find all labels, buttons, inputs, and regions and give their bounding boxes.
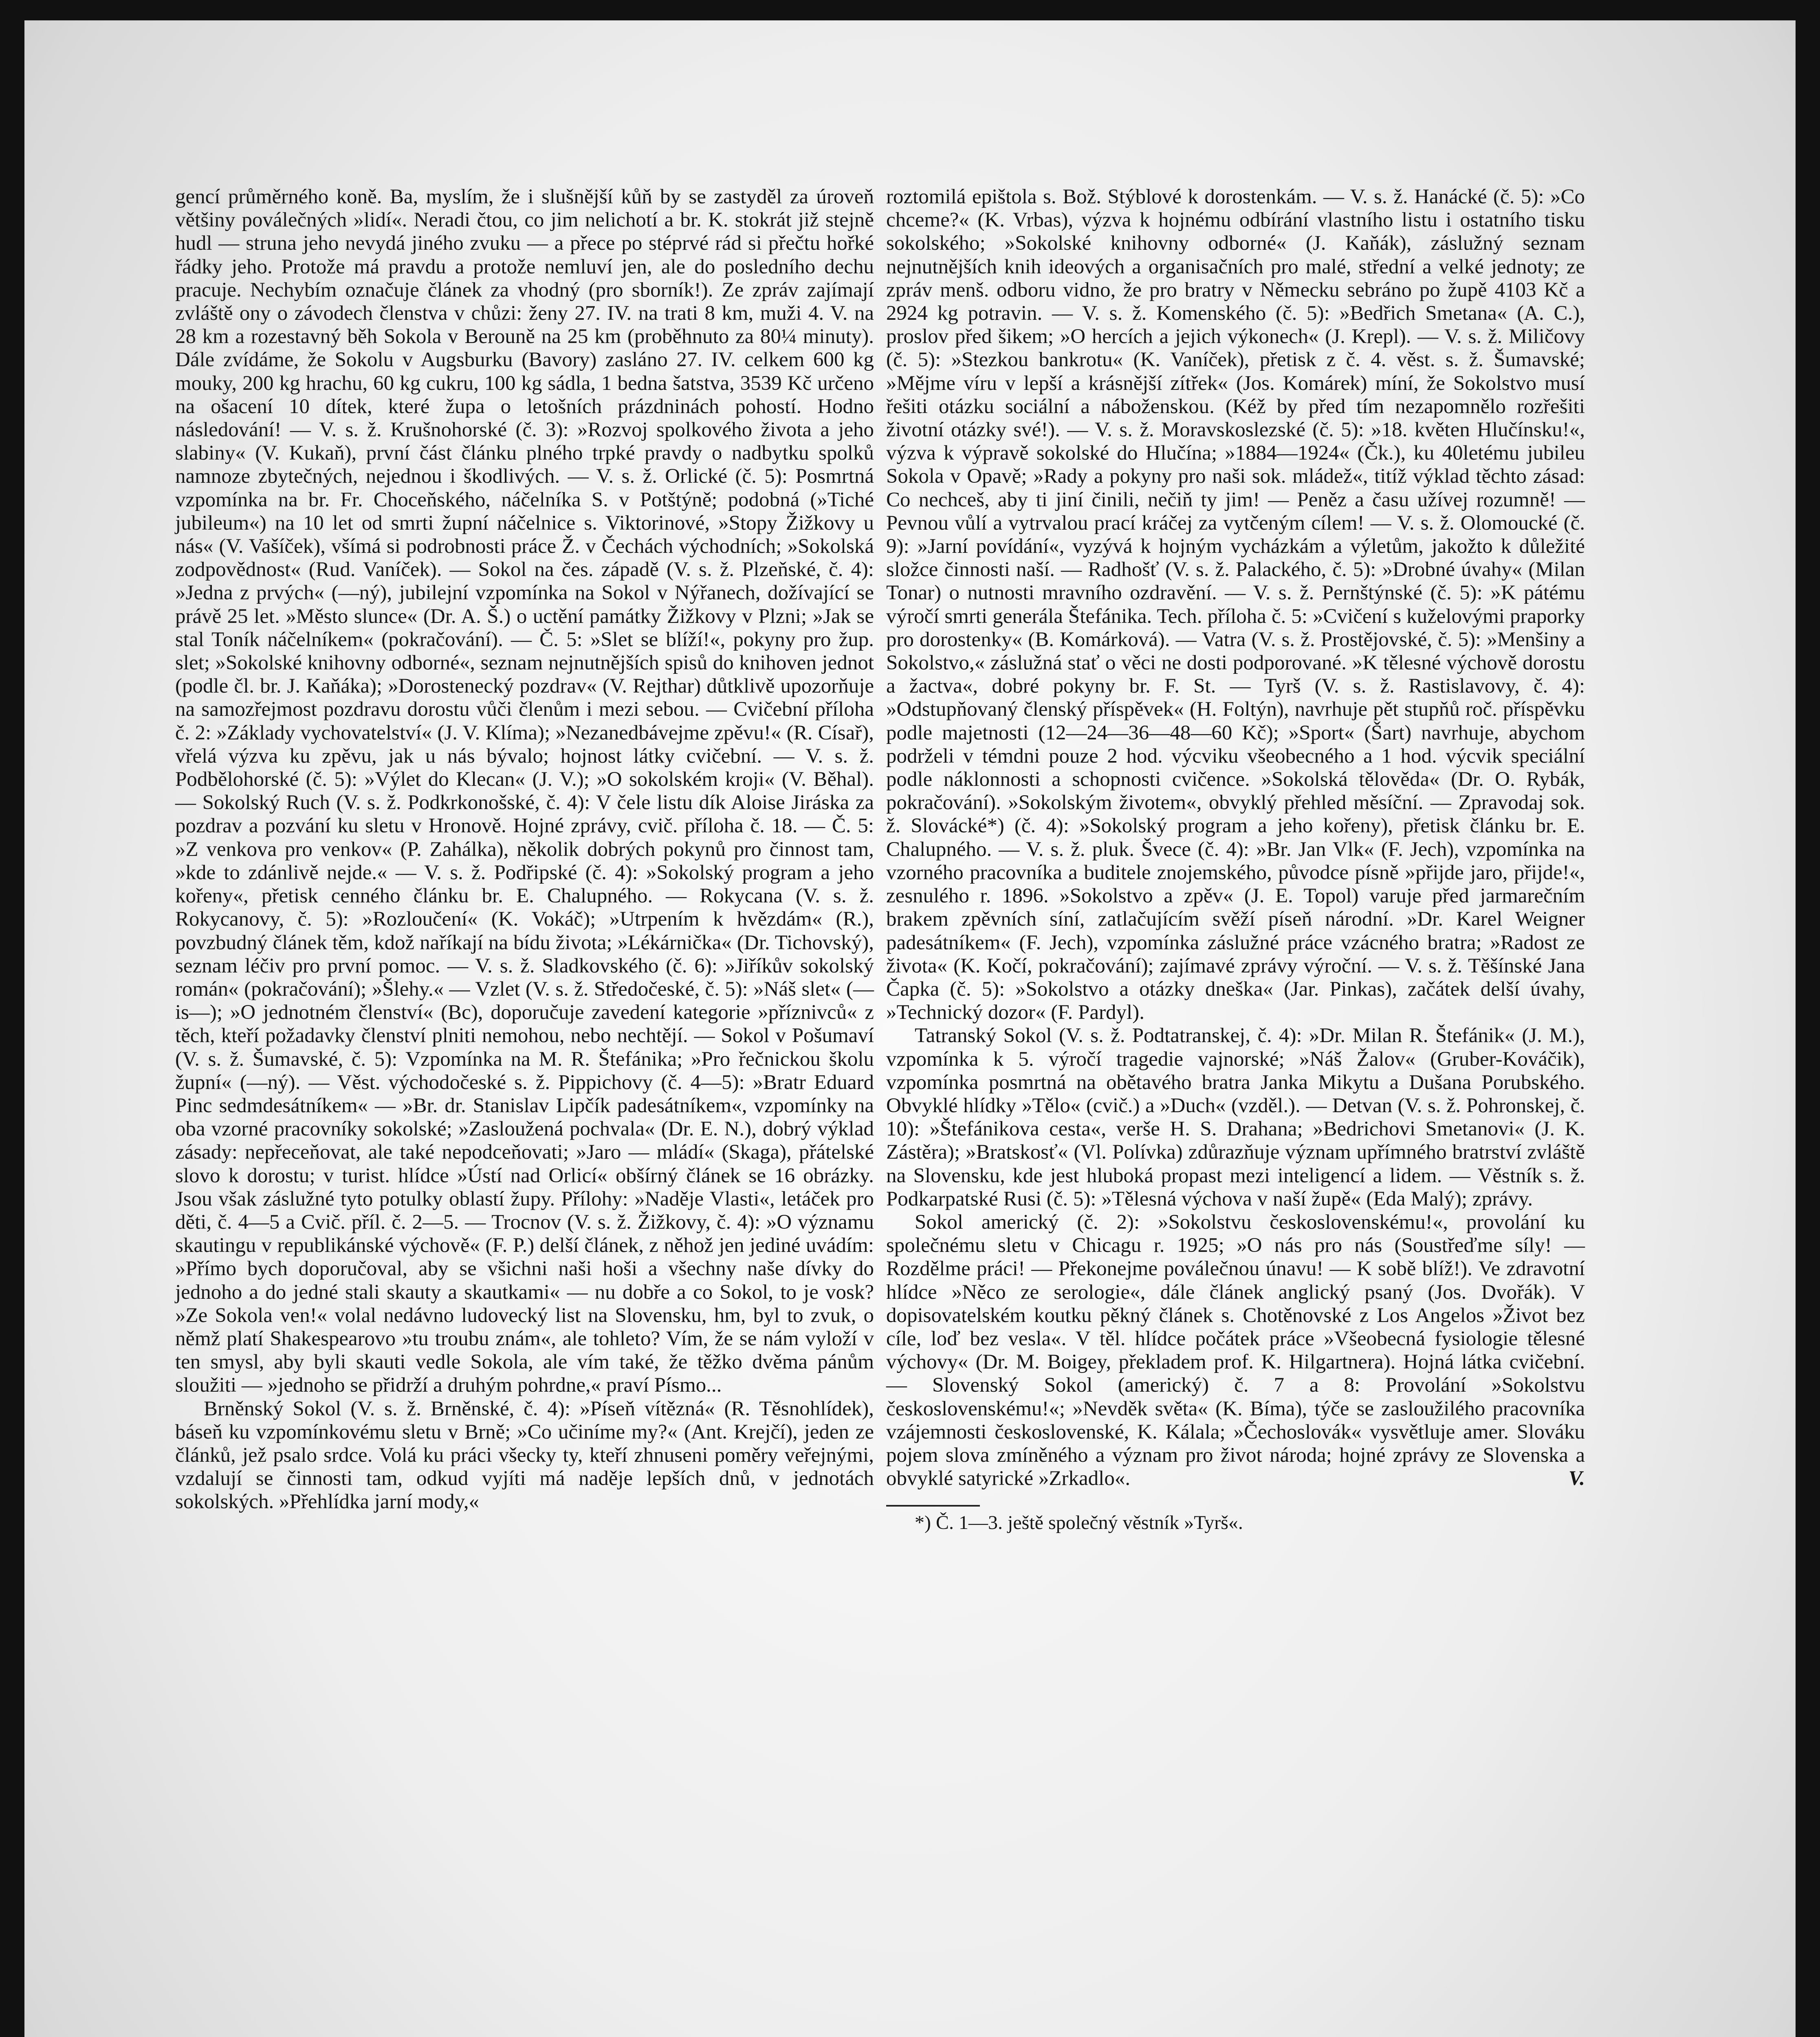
right-paragraph-2: Tatranský Sokol (V. s. ž. Podtatranskej, č. 4): »Dr. Milan R. Štefánik« (J. M.), vzpomínka k 5. výročí tragedie vajnorské; »Náš Žalov« (Gruber-Kováčik), vzpomínka posmrtná na obětavého bratra Janka Mikytu a Dušana Porubského. Obvyklé hlídky »Tělo« (cvič.) a »Duch« (vzděl.). — Detvan (V. s. ž. Pohronskej, č. 10): »Štefánikova cesta«, verše H. S. Drahana; »Bedrichovi Smetanovi« (J. K. Zástěra); »Bratskosť« (Vl. Polívka) zdůrazňuje význam upřímného bratrství zvláště na Slovensku, kde jest hluboká propast mezi inteligencí a lidem. — Věstník s. ž. Podkarpatské Rusi (č. 5): »Tělesná výchova v naší župě« (Eda Malý); zprávy. — [886, 1024, 1585, 1210]
scan-border-left — [0, 0, 24, 2037]
left-column — [175, 185, 874, 1514]
right-paragraph-3-text: Sokol americký (č. 2): »Sokolstvu československému!«, provolání ku společnému sletu v Chicagu r. 1925; »O nás pro nás (Soustřeďme síly! — Rozdělme práci! — Překonejme poválečnou únavu! — K sobě blíž!). Ve zdravotní hlídce »Něco ze serologie«, dále článek anglický psaný (Jos. Dvořák). V dopisovatelském koutku pěkný článek s. Chotěnovské z Los Angelos »Život bez cíle, loď bez vesla«. V těl. hlídce počátek práce »Všeobecná fysiologie tělesné výchovy« (Dr. M. Boigey, překladem prof. K. Hilgartnera). Hojná látka cvičební. — Slovenský Sokol (americký) č. 7 a 8: Provolání »Sokolstvu československému!«; »Nevděk světa« (K. Bíma), týče se zasloužilého pracovníka vzájemnosti československé, K. Kálala; »Čechoslovák« vysvětluje amer. Slováku pojem slova zmíněného a význam pro život národa; hojné zprávy ze Slovenska a obvyklé satyrické »Zrkadlo«. — [886, 1210, 1585, 1490]
signature: V. — [1568, 1467, 1585, 1490]
scan-border-top — [0, 0, 1820, 20]
footnote: *) Č. 1—3. ještě společný věstník »Tyrš«. — [915, 1512, 1243, 1534]
scan-border-right — [1796, 0, 1820, 2037]
footnote-rule — [886, 1505, 980, 1507]
right-column — [886, 185, 1585, 1534]
left-paragraph-1: gencí průměrného koně. Ba, myslím, že i slušnější kůň by se zastyděl za úroveň většiny poválečných »lidí«. Neradi čtou, co jim nelichotí a br. K. stokrát již stejně hudl — struna jeho nevydá jiného zvuku — a přece po stéprvé rád si přečtu hořké řádky jeho. Protože má pravdu a protože nemluví jen, ale do posledního dechu pracuje. Nechybím označuje článek za vhodný (pro sborník!). Ze zpráv zajímají zvláště ony o závodech členstva v chůzi: ženy 27. IV. na trati 8 km, muži 4. V. na 28 km a rozestavný běh Sokola v Berouně na 25 km (proběhnuto za 80¼ minuty). Dále zvídáme, že Sokolu v Augsburku (Bavory) zasláno 27. IV. celkem 600 kg mouky, 200 kg hrachu, 60 kg cukru, 100 kg sádla, 1 bedna šatstva, 3539 Kč určeno na ošacení 10 dítek, které župa o letošních prázdninách pohostí. Hodno následování! — V. s. ž. Krušnohorské (č. 3): »Rozvoj spolkového života a jeho slabiny« (V. Kukaň), první část článku plného trpké pravdy o nadbytku spolků namnoze zbytečných, nejednou i škodlivých. — V. s. ž. Orlické (č. 5): Posmrtná vzpomínka na br. Fr. Choceňského, náčelníka S. v Potštýně; podobná (»Tiché jubileum«) na 10 let od smrti župní náčelnice s. Viktorinové, »Stopy Žižkovy u nás« (V. Vašíček), všímá si podrobnosti práce Ž. v Čechách východních; »Sokolská zodpovědnost« (Rud. Vaníček). — Sokol na čes. západě (V. s. ž. Plzeňské, č. 4): »Jedna z prvých« (—ný), jubilejní vzpomínka na Sokol v Nýřanech, dožívající se právě 25 let. »Město slunce« (Dr. A. Š.) o uctění památky Žižkovy v Plzni; »Jak se stal Toník náčelníkem« (pokračování). — Č. 5: »Slet se blíží!«, pokyny pro žup. slet; »Sokolské knihovny odborné«, seznam nejnutnějších spisů do knihoven jednot (podle čl. br. J. Kaňáka); »Dorostenecký pozdrav« (V. Rejthar) důtklivě upozorňuje na samozřejmost pozdravu dorostu vůči členům i mezi sebou. — Cvičební příloha č. 2: »Základy vychovatelství« (J. V. Klíma); »Nezanedbávejme zpěvu!« (R. Císař), vřelá výzva ku zpěvu, jak u nás bývalo; hojnost látky cvičební. — V. s. ž. Podbělohorské (č. 5): »Výlet do Klecan« (J. V.); »O sokolském kroji« (V. Běhal). — Sokolský Ruch (V. s. ž. Podkrkonošské, č. 4): V čele listu dík Aloise Jiráska za pozdrav a pozvání ku sletu v Hronově. Hojné zprávy, cvič. příloha č. 18. — Č. 5: »Z venkova pro venkov« (P. Zahálka), několik dobrých pokynů pro činnost tam, »kde to zdánlivě nejde.« — V. s. ž. Podřipské (č. 4): »Sokolský program a jeho kořeny«, přetisk cenného článku br. E. Chalupného. — Rokycana (V. s. ž. Rokycanovy, č. 5): »Rozloučení« (K. Vokáč); »Utrpením k hvězdám« (R.), povzbudný článek těm, kdož naříkají na bídu života; »Lékárnička« (Dr. Tichovský), seznam léčiv pro první pomoc. — V. s. ž. Sladkovského (č. 6): »Jiříkův sokolský román« (pokračování); »Šlehy.« — Vzlet (V. s. ž. Středočeské, č. 5): »Náš slet« (—is—); »O jednotném členství« (Bc), doporučuje zavedení kategorie »příznivců« z těch, kteří požadavky členství plniti nemohou, nebo nechtějí. — Sokol v Pošumaví (V. s. ž. Šumavské, č. 5): Vzpomínka na M. R. Štefánika; »Pro řečnickou školu župní« (—ný). — Věst. východočeské s. ž. Pippichovy (č. 4—5): »Bratr Eduard Pinc sedmdesátníkem« — »Br. dr. Stanislav Lipčík padesátníkem«, vzpomínky na oba vzorné pracovníky sokolské; »Zasloužená pochvala« (Dr. E. N.), dobrý výklad zásady: nepřeceňovat, ale také nepodceňovati; »Jaro — mládí« (Skaga), přátelské slovo k dorostu; v turist. hlídce »Ústí nad Orlicí« obšírný článek se 16 obrázky. Jsou však záslužné tyto potulky oblastí župy. Přílohy: »Naděje Vlasti«, letáček pro děti, č. 4—5 a Cvič. příl. č. 2—5. — Trocnov (V. s. ž. Žižkovy, č. 4): »O významu skautingu v republikánské výchově« (F. P.) delší článek, z něhož jen jediné uvádím: »Přímo bych doporučoval, aby se všichni naši hoši a všechny naše dívky do jednoho a do jedné stali skauty a skautkami« — nu dobře a co Sokol, to je vosk? »Ze Sokola ven!« volal nedávno ludovecký list na Slovensku, hm, byl to zvuk, o němž platí Shakespearovo »tu troubu znám«, ale tohleto? Vím, že se nám vyloží v ten smysl, aby byli skauti vedle Sokola, ale vím také, že těžko dvěma pánům sloužiti — »jednoho se přidrží a druhým pohrdne,« praví Písmo... — [175, 185, 874, 1397]
left-paragraph-2: Brněnský Sokol (V. s. ž. Brněnské, č. 4): »Píseň vítězná« (R. Těsnohlídek), báseň ku vzpomínkovému sletu v Brně; »Co učiníme my?« (Ant. Krejčí), jeden ze článků, jež psalo srdce. Volá ku práci všecky ty, kteří zhnuseni poměry veřejnými, vzdalují se činnosti tam, odkud vyjíti má naděje lepších dnů, v jednotách sokolských. »Přehlídka jarní mody,« — [175, 1397, 874, 1513]
right-paragraph-3 — [886, 1211, 1585, 1490]
right-paragraph-1: roztomilá epištola s. Bož. Stýblové k dorostenkám. — V. s. ž. Hanácké (č. 5): »Co chceme?« (K. Vrbas), výzva k hojnému odbírání vlastního listu i ostatního tisku sokolského; »Sokolské knihovny odborné« (J. Kaňák), záslužný seznam nejnutnějších knih ideových a organisačních pro malé, střední a velké jednoty; ze zpráv menš. odboru vidno, že pro bratry v Německu sebráno po župě 4103 Kč a 2924 kg potravin. — V. s. ž. Komenského (č. 5): »Bedřich Smetana« (A. C.), proslov před šikem; »O hercích a jejich výkonech« (J. Krepl). — V. s. ž. Miličovy (č. 5): »Stezkou bankrotu« (K. Vaníček), přetisk z č. 4. věst. s. ž. Šumavské; »Mějme víru v lepší a krásnější zítřek« (Jos. Komárek) míní, že Sokolstvo musí řešiti otázku sociální a náboženskou. (Kéž by před tím nezapomnělo rozřešiti životní otázky své!). — V. s. ž. Moravskoslezské (č. 5): »18. květen Hlučínsku!«, výzva k výpravě sokolské do Hlučína; »1884—1924« (Čk.), ku 40letému jubileu Sokola v Opavě; »Rady a pokyny pro naši sok. mládež«, titíž výklad těchto zásad: Co nechceš, aby ti jiní činili, nečiň ty jim! — Peněz a času užívej rozumně! — Pevnou vůlí a vytrvalou prací kráčej za vytčeným cílem! — V. s. ž. Olomoucké (č. 9): »Jarní povídání«, vyzývá k hojným vycházkám a výletům, jakožto k důležité složce činnosti naší. — Radhošť (V. s. ž. Palackého, č. 5): »Drobné úvahy« (Milan Tonar) o nutnosti mravního ozdravění. — V. s. ž. Pernštýnské (č. 5): »K pátému výročí smrti generála Štefánika. Tech. příloha č. 5: »Cvičení s kuželovými praporky pro dorostenky« (B. Komárková). — Vatra (V. s. ž. Prostějovské, č. 5): »Menšiny a Sokolstvo,« záslužná stať o věci ne dosti podporované. »K tělesné výchově dorostu a žactva«, dobré pokyny br. F. St. — Tyrš (V. s. ž. Rastislavovy, č. 4): »Odstupňovaný členský příspěvek« (H. Foltýn), navrhuje pět stupňů roč. příspěvku podle majetnosti (12—24—36—48—60 Kč); »Sport« (Šart) navrhuje, abychom podrželi v témdni pouze 2 hod. výcviku všeobecného a 1 hod. výcvik speciální podle náklonnosti a schopnosti cvičence. »Sokolská tělověda« (Dr. O. Rybák, pokračování). »Sokolským životem«, obvyklý přehled měsíční. — Zpravodaj sok. ž. Slovácké*) (č. 4): »Sokolský program a jeho kořeny), přetisk článku br. E. Chalupného. — V. s. ž. pluk. Švece (č. 4): »Br. Jan Vlk« (F. Jech), vzpomínka na vzorného pracovníka a buditele znojemského, původce písně »přijde jaro, přijde!«, zesnulého r. 1896. »Sokolstvo a zpěv« (J. E. Topol) varuje před jarmarečním brakem zpěvních síní, zatlačujícím svěží píseň národní. »Dr. Karel Weigner padesátníkem« (F. Jech), vzpomínka záslužné práce vzácného bratra; »Radost ze života« (K. Kočí, pokračování); zajímavé zprávy výroční. — V. s. ž. Těšínské Jana Čapka (č. 5): »Sokolstvo a otázky dneška« (Jar. Pinkas), začátek delší úvahy, »Technický dozor« (F. Pardyl). — [886, 185, 1585, 1024]
